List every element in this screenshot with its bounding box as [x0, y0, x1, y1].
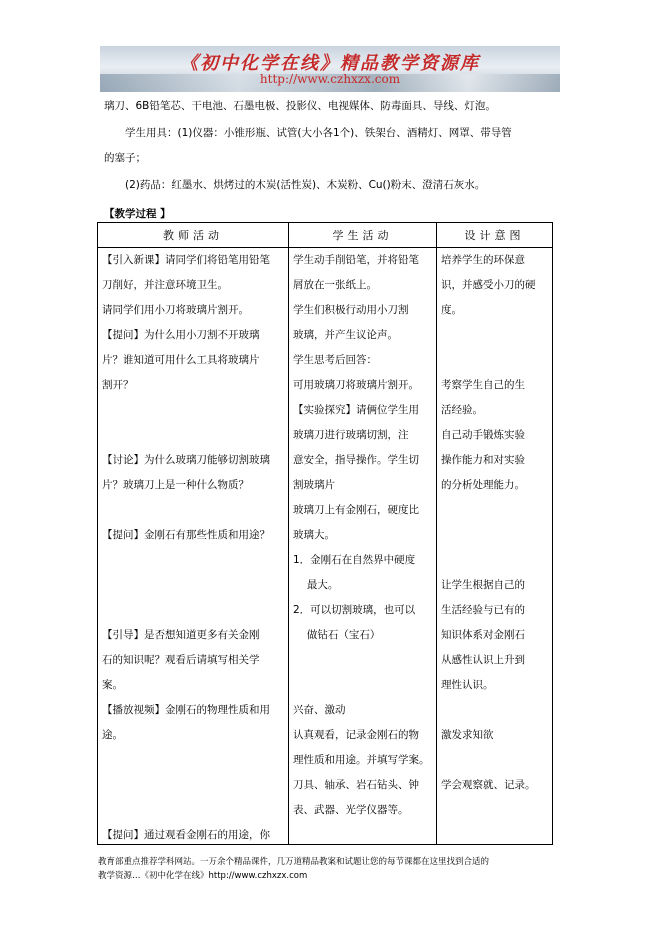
intent-line: 知识体系对金刚石	[441, 629, 525, 641]
intent-line	[441, 548, 549, 573]
teacher-line	[102, 498, 285, 523]
student-line: 1．金刚石在自然界中硬度	[293, 554, 416, 566]
student-line: 学生思考后回答：	[293, 354, 377, 366]
footer-line-1: 教育部重点推荐学科网站。一万余个精品课件，几万道精品教案和试题让您的每节课都在这里找到合适的	[98, 857, 490, 867]
intro-line-2: 学生用具：(1)仪器：小锥形瓶、试管(大小各1个)、铁架台、酒精灯、网罩、带导管	[125, 127, 512, 139]
section-title: 【教学过程 】	[104, 208, 171, 220]
page-footer	[98, 855, 568, 883]
student-line: 表、武器、光学仪器等。	[293, 804, 409, 816]
intent-line: 识，并感受小刀的硬	[441, 279, 536, 291]
student-line: 可用玻璃刀将玻璃片割开。	[293, 379, 419, 391]
intent-line	[441, 323, 549, 348]
intent-line: 考察学生自己的生	[441, 379, 525, 391]
teacher-line: 【引导】是否想知道更多有关金刚	[102, 629, 260, 641]
student-line: 玻璃刀进行玻璃切割，注	[293, 429, 409, 441]
student-line: 学生们积极行动用小刀割	[293, 304, 409, 316]
intent-line	[441, 498, 549, 523]
footer-line-2[interactable]: 教学资源…《初中化学在线》http://www.czhxzx.com	[98, 871, 308, 881]
teacher-cell	[98, 248, 289, 845]
teacher-line	[102, 598, 285, 623]
banner-title: 《初中化学在线》精品教学资源库	[180, 53, 480, 74]
teacher-line	[102, 548, 285, 573]
intent-cell	[437, 248, 553, 845]
teacher-line: 【提问】金刚石有那些性质和用途？	[102, 529, 270, 541]
lesson-table	[97, 222, 553, 845]
teacher-line: 片？玻璃刀上是一种什么物质？	[102, 479, 249, 491]
intent-line: 激发求知欲	[441, 729, 494, 741]
student-line: 【实验探究】请俩位学生用	[293, 404, 419, 416]
student-line: 学生动手削铅笔，并将铅笔	[293, 254, 419, 266]
intent-line	[441, 348, 549, 373]
teacher-line: 【讨论】为什么玻璃刀能够切割玻璃	[102, 454, 270, 466]
intro-line-1: 璃刀、6B铅笔芯、干电池、石墨电极、投影仪、电视媒体、防毒面具、导线、灯泡。	[104, 100, 496, 112]
header-student: 学生活动	[289, 223, 437, 248]
student-line: 割玻璃片	[293, 479, 335, 491]
design-intent	[441, 248, 549, 798]
teacher-line: 【提问】通过观看金刚石的用途，你	[102, 829, 270, 841]
student-cell	[289, 248, 437, 845]
intent-line: 理性认识。	[441, 679, 494, 691]
intent-line	[441, 698, 549, 723]
teacher-line	[102, 573, 285, 598]
header-intent: 设计意图	[437, 223, 553, 248]
intent-line: 活经验。	[441, 404, 483, 416]
student-line: 兴奋、激动	[293, 704, 346, 716]
intent-line	[441, 748, 549, 773]
teacher-line: 割开？	[102, 379, 134, 391]
intent-line: 自己动手锻炼实验	[441, 429, 525, 441]
student-line	[293, 648, 433, 673]
teacher-line	[102, 773, 285, 798]
student-line: 玻璃刀上有金刚石，硬度比	[293, 504, 419, 516]
teacher-line: 【提问】为什么用小刀割不开玻璃	[102, 329, 260, 341]
header-banner	[100, 46, 560, 92]
teacher-line	[102, 798, 285, 823]
banner-url[interactable]: http://www.czhxzx.com	[259, 72, 401, 86]
header-teacher: 教师活动	[98, 223, 289, 248]
teacher-line: 石的知识呢？观看后请填写相关学	[102, 654, 260, 666]
teacher-activities	[102, 248, 285, 848]
teacher-line: 【播放视频】金刚石的物理性质和用	[102, 704, 270, 716]
student-line: 认真观看，记录金刚石的物	[293, 729, 419, 741]
intent-line: 培养学生的环保意	[441, 254, 525, 266]
student-line: 最大。	[293, 579, 339, 591]
intent-line: 生活经验与已有的	[441, 604, 525, 616]
student-line: 做钻石（宝石）	[293, 629, 381, 641]
student-line: 刀具、轴承、岩石钻头、钟	[293, 779, 419, 791]
teacher-line	[102, 398, 285, 423]
intent-line: 度。	[441, 304, 462, 316]
student-line: 玻璃，并产生议论声。	[293, 329, 398, 341]
student-line: 玻璃大。	[293, 529, 335, 541]
teacher-line: 案。	[102, 679, 123, 691]
intro-line-4: (2)药品：红墨水、烘烤过的木炭(活性炭)、木炭粉、Cu()粉末、澄清石灰水。	[125, 179, 486, 191]
intro-line-3: 的塞子；	[104, 152, 146, 164]
intent-line: 从感性认识上升到	[441, 654, 525, 666]
student-line: 屑放在一张纸上。	[293, 279, 377, 291]
student-activities	[293, 248, 433, 823]
teacher-line: 请同学们用小刀将玻璃片割开。	[102, 304, 249, 316]
student-line: 理性质和用途。并填写学案。	[293, 754, 430, 766]
teacher-line: 【引入新课】请同学们将铅笔用铅笔	[102, 254, 270, 266]
intent-line: 的分析处理能力。	[441, 479, 525, 491]
teacher-line: 片？谁知道可用什么工具将玻璃片	[102, 354, 260, 366]
intent-line: 让学生根据自己的	[441, 579, 525, 591]
teacher-line: 刀削好，并注意环境卫生。	[102, 279, 228, 291]
teacher-line: 途。	[102, 729, 123, 741]
intent-line: 学会观察就、记录。	[441, 779, 536, 791]
intent-line	[441, 523, 549, 548]
teacher-line	[102, 423, 285, 448]
student-line: 意安全，指导操作。学生切	[293, 454, 419, 466]
student-line: 2．可以切割玻璃，也可以	[293, 604, 416, 616]
teacher-line	[102, 748, 285, 773]
student-line	[293, 673, 433, 698]
intent-line: 操作能力和对实验	[441, 454, 525, 466]
